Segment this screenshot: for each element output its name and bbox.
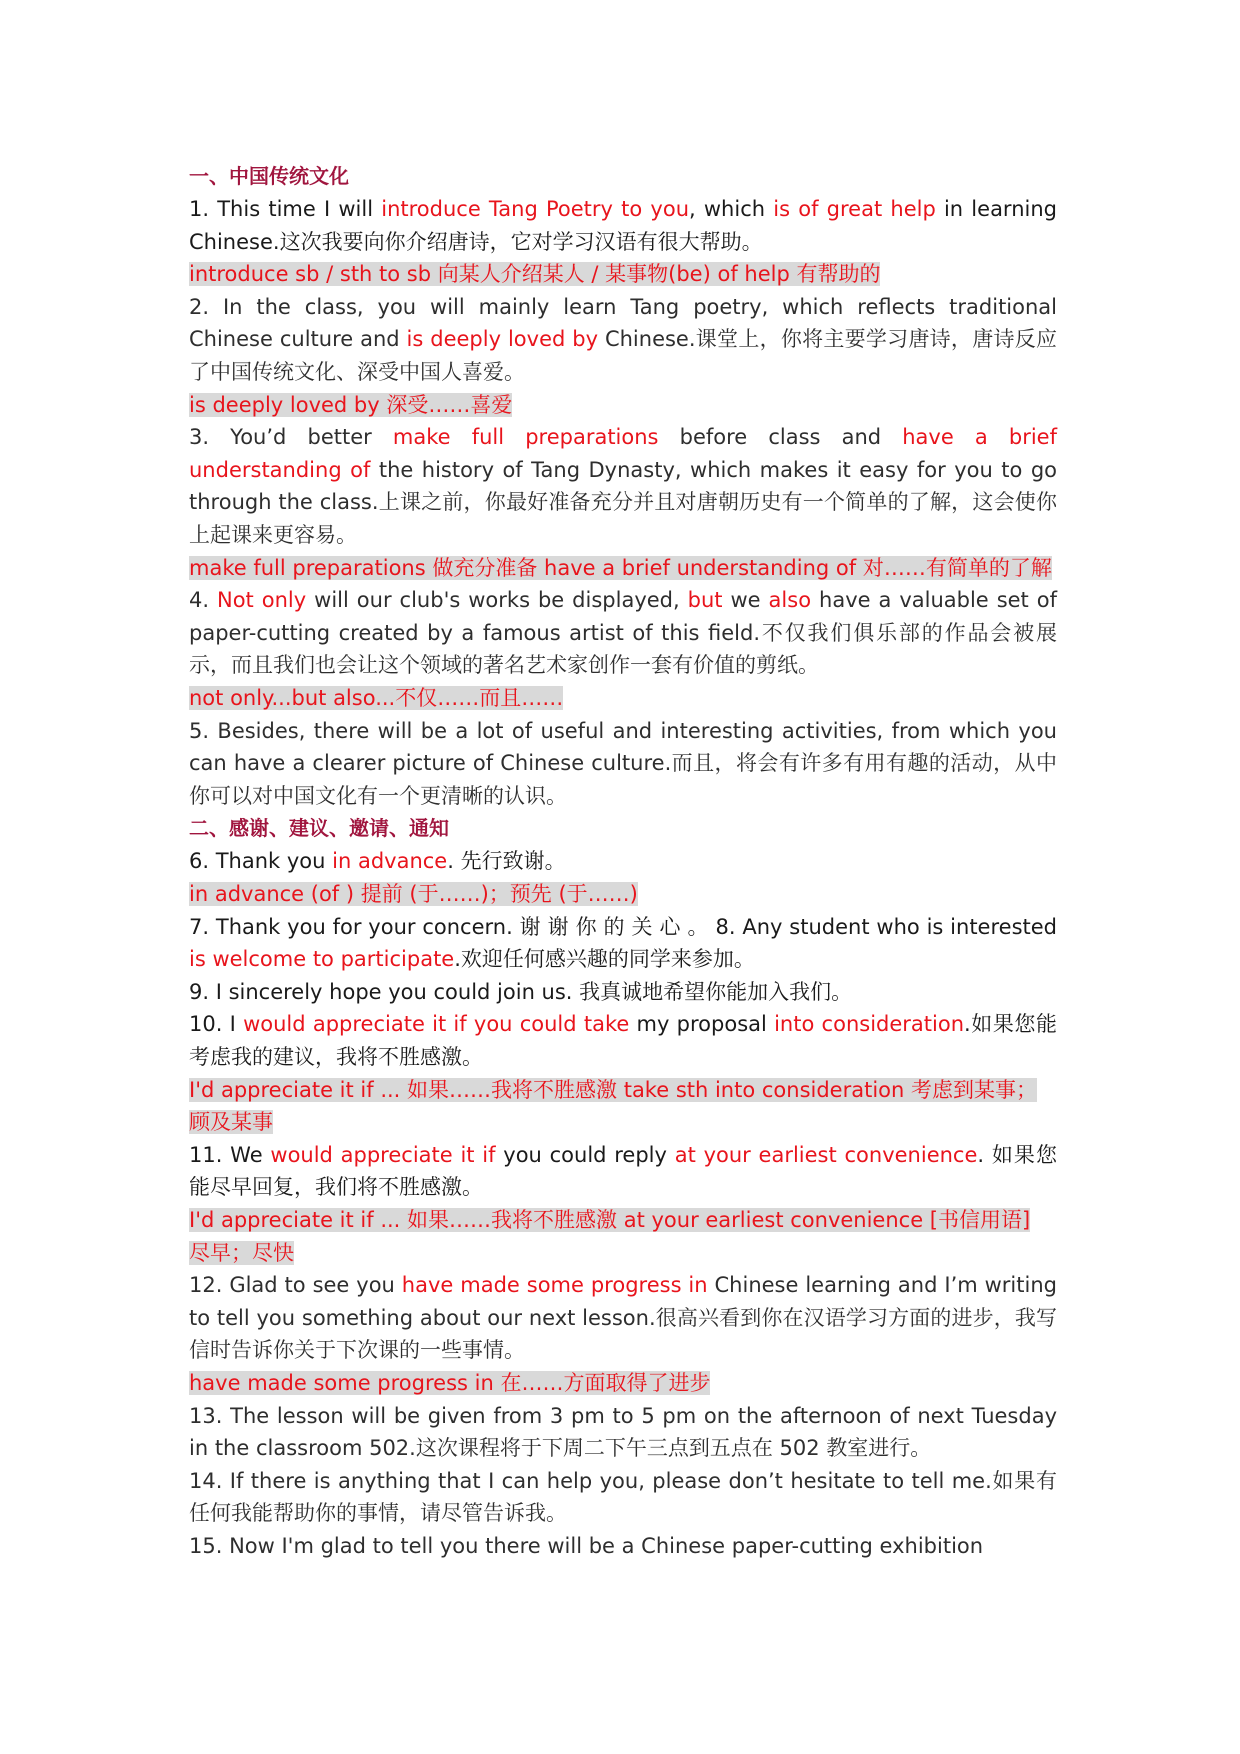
sentence-paragraph [189,976,1057,1009]
sentence-text: 10. I [189,1012,244,1037]
sentence-text: 3. You’d better [189,425,393,450]
key-phrase: have made some progress in [401,1273,708,1298]
key-phrase: make full preparations [392,425,659,450]
key-phrase: but [687,588,723,613]
vocabulary-note [189,389,1057,422]
sentence-paragraph [189,1400,1057,1465]
sentence-paragraph [189,291,1057,389]
highlighted-phrase: have a brief understanding of 对……有简单的了解 [537,555,1052,580]
vocabulary-note [189,682,1057,715]
key-phrase: Not only [217,588,307,613]
sentence-text: 15. Now I'm glad to tell you there will be a Chinese paper-cutting exhibition [189,1533,984,1558]
vocabulary-note [189,552,1057,585]
key-phrase: is welcome to participate [189,947,455,972]
sentence-text: 6. Thank you [189,849,333,874]
sentence-text: Chinese.课堂上，你将主要学习唐诗，唐诗反应了中国传统文化、深受中国人喜爱。 [189,327,1057,385]
key-phrase: at your earliest convenience [674,1142,978,1167]
sentence-text: have a valuable set of paper-cutting created by a famous artist of this field.不仅我们俱乐部的作品会被展示，而且我们也会让这个领域的著名艺术家创作一套有价值的剪纸。 [189,588,1057,678]
highlighted-phrase: have made some progress in 在……方面取得了进步 [189,1370,711,1395]
highlighted-phrase: take sth into consideration 考虑到某事；顾及某事 [189,1077,1038,1135]
sentence-paragraph [189,911,1057,976]
highlighted-phrase: not only...but also...不仅……而且…… [189,686,564,710]
sentence-text: 1. This time I will [189,197,382,222]
highlighted-phrase: I'd appreciate it if ... 如果……我将不胜感激 [189,1077,618,1102]
sentence-text: .如果您能考虑我的建议，我将不胜感激。 [189,1012,1057,1070]
key-phrase: have a brief understanding of [189,425,1057,482]
highlighted-phrase: at your earliest convenience [书信用语] 尽早；尽快 [189,1208,1031,1265]
sentence-text: before class and [658,425,903,450]
key-phrase: is of great help [773,197,936,222]
sentence-text: you could reply [495,1142,675,1167]
sentence-paragraph [189,584,1057,682]
highlighted-phrase: in advance (of ) 提前 (于……)；预先 (于……) [189,882,638,907]
vocabulary-note [189,1204,1057,1269]
document-page [189,160,1057,1563]
vocabulary-note [189,1074,1057,1139]
section-heading: 一、中国传统文化 [189,164,349,188]
sentence-text: we [722,588,769,613]
sentence-text: 12. Glad to see you [189,1273,402,1298]
sentence-text: 11. We [189,1142,271,1167]
sentence-paragraph [189,1465,1057,1530]
sentence-paragraph [189,1530,1057,1563]
sentence-paragraph [189,845,1057,878]
key-phrase: is deeply loved by [406,327,599,352]
sentence-text: 9. I sincerely hope you could join us. 我真诚地希望你能加入我们。 [189,979,853,1004]
sentence-text: 2. In the class, you will mainly learn Tang poetry, which reflects traditional Chinese culture and [189,294,1057,352]
sentence-paragraph [189,1008,1057,1073]
sentence-text: will our club's works be displayed, [306,588,688,613]
section-heading: 二、感谢、建议、邀请、通知 [189,816,449,841]
key-phrase: in advance [332,849,448,874]
highlighted-phrase: make full preparations 做充分准备 [189,555,538,580]
sentence-paragraph [189,421,1057,551]
vocabulary-note [189,1367,1057,1400]
sentence-text: . 先行致谢。 [447,849,566,874]
highlighted-phrase: I'd appreciate it if ... 如果……我将不胜感激 [189,1208,618,1232]
sentence-text: , which [689,197,774,222]
sentence-paragraph [189,193,1057,258]
key-phrase: would appreciate it if you could take [243,1012,630,1037]
highlighted-phrase: is deeply loved by 深受……喜爱 [189,392,513,417]
sentence-text: . 如果您能尽早回复，我们将不胜感激。 [189,1142,1058,1200]
sentence-paragraph [189,1139,1057,1204]
sentence-paragraph [189,1269,1057,1367]
sentence-text: Chinese learning and I’m writing to tell you something about our next lesson.很高兴看到你在汉语学习方面的进步，我写信时告诉你关于下次课的一些事情。 [189,1273,1057,1363]
sentence-text: .欢迎任何感兴趣的同学来参加。 [454,947,755,972]
key-phrase: into consideration [774,1012,965,1037]
key-phrase: also [768,588,812,613]
sentence-text: 5. Besides, there will be a lot of useful and interesting activities, from which you can have a clearer picture of Chinese culture.而且，将会有许多有用有趣的活动，从中你可以对中国文化有一个更清晰的认识。 [189,718,1057,808]
highlighted-phrase: introduce sb / sth to sb 向某人介绍某人 / 某事物(be) of help 有帮助的 [189,262,881,287]
sentence-text: 4. [189,588,217,613]
vocabulary-note [189,878,1057,911]
sentence-text: 7. Thank you for your concern. 谢 谢 你 的 关 心 。 8. Any student who is interested [189,914,1057,939]
sentence-text: 13. The lesson will be given from 3 pm to 5 pm on the afternoon of next Tuesday in the classroom 502.这次课程将于下周二下午三点到五点在 502 教室进行。 [189,1403,1057,1461]
sentence-paragraph [189,715,1057,813]
vocabulary-note [189,258,1057,291]
key-phrase: introduce Tang Poetry to you [381,197,690,222]
sentence-text: in learning Chinese.这次我要向你介绍唐诗，它对学习汉语有很大帮助。 [189,197,1057,254]
sentence-text: the history of Tang Dynasty, which makes it easy for you to go through the class.上课之前，你最好准备充分并且对唐朝历史有一个简单的了解，这会使你上起课来更容易。 [189,457,1057,548]
key-phrase: would appreciate it if [270,1142,496,1167]
sentence-text: my proposal [629,1012,775,1037]
sentence-text: 14. If there is anything that I can help you, please don’t hesitate to tell me.如果有任何我能帮助你的事情，请尽管告诉我。 [189,1468,1057,1526]
